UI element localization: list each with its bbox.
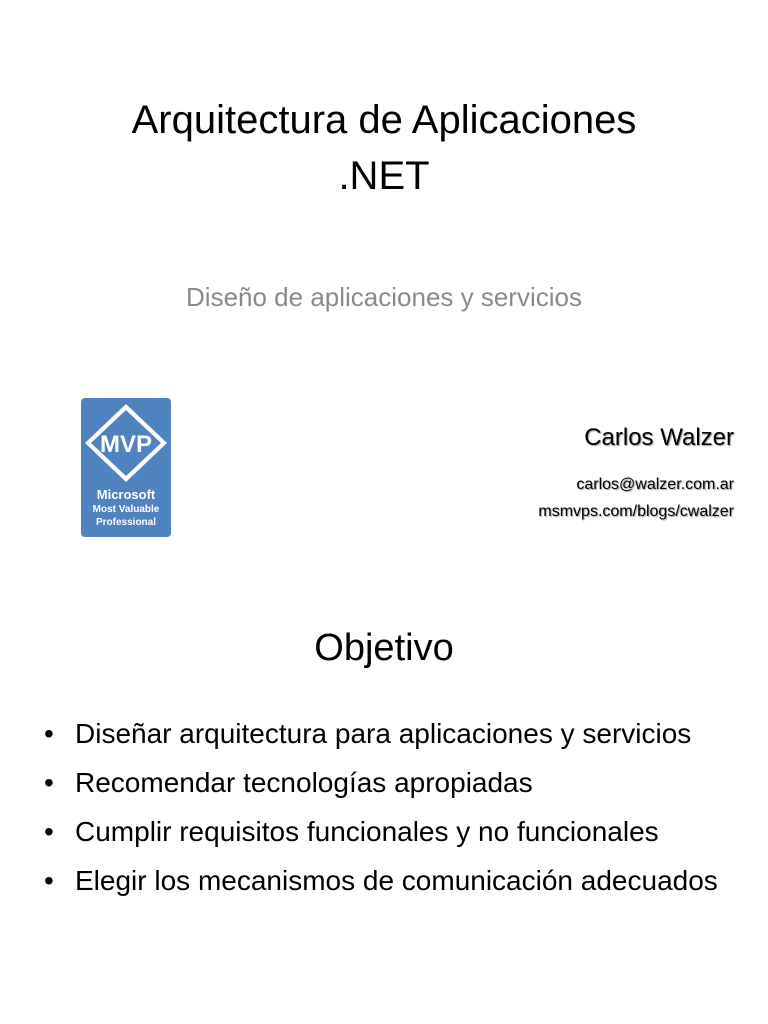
mvp-microsoft-text: Microsoft bbox=[96, 487, 156, 502]
mvp-badge-text: MVP bbox=[99, 431, 153, 458]
mvp-logo-graphic bbox=[81, 398, 171, 537]
list-item-text: Elegir los mecanismos de comunicación adecuados bbox=[75, 865, 718, 896]
list-item-text: Diseñar arquitectura para aplicaciones y servicios bbox=[75, 718, 692, 749]
bullet-icon: • bbox=[44, 816, 54, 847]
bullet-icon: • bbox=[44, 865, 54, 896]
slide-title-line-1: Arquitectura de Aplicaciones bbox=[131, 98, 637, 142]
slide-subtitle: Diseño de aplicaciones y servicios bbox=[186, 282, 582, 312]
list-item bbox=[42, 714, 742, 754]
section-title: Objetivo bbox=[314, 627, 454, 669]
list-item-text: Recomendar tecnologías apropiadas bbox=[75, 767, 533, 798]
author-email-link[interactable]: carlos@walzer.com.ar bbox=[576, 476, 734, 493]
bullet-icon: • bbox=[44, 767, 54, 798]
author-block bbox=[538, 420, 734, 525]
mvp-most-valuable-text: Most Valuable bbox=[92, 504, 160, 515]
mvp-professional-text: Professional bbox=[95, 517, 157, 528]
author-name: Carlos Walzer bbox=[584, 424, 734, 451]
slide-title-line-2: .NET bbox=[338, 154, 430, 198]
list-item bbox=[42, 763, 742, 803]
slide-title bbox=[40, 92, 728, 204]
list-item bbox=[42, 812, 742, 852]
list-item-text: Cumplir requisitos funcionales y no funcionales bbox=[75, 816, 659, 847]
mvp-logo bbox=[81, 398, 171, 537]
bullet-icon: • bbox=[44, 718, 54, 749]
list-item bbox=[42, 861, 742, 901]
author-blog-link[interactable]: msmvps.com/blogs/cwalzer bbox=[538, 503, 734, 520]
objectives-list bbox=[42, 714, 742, 910]
